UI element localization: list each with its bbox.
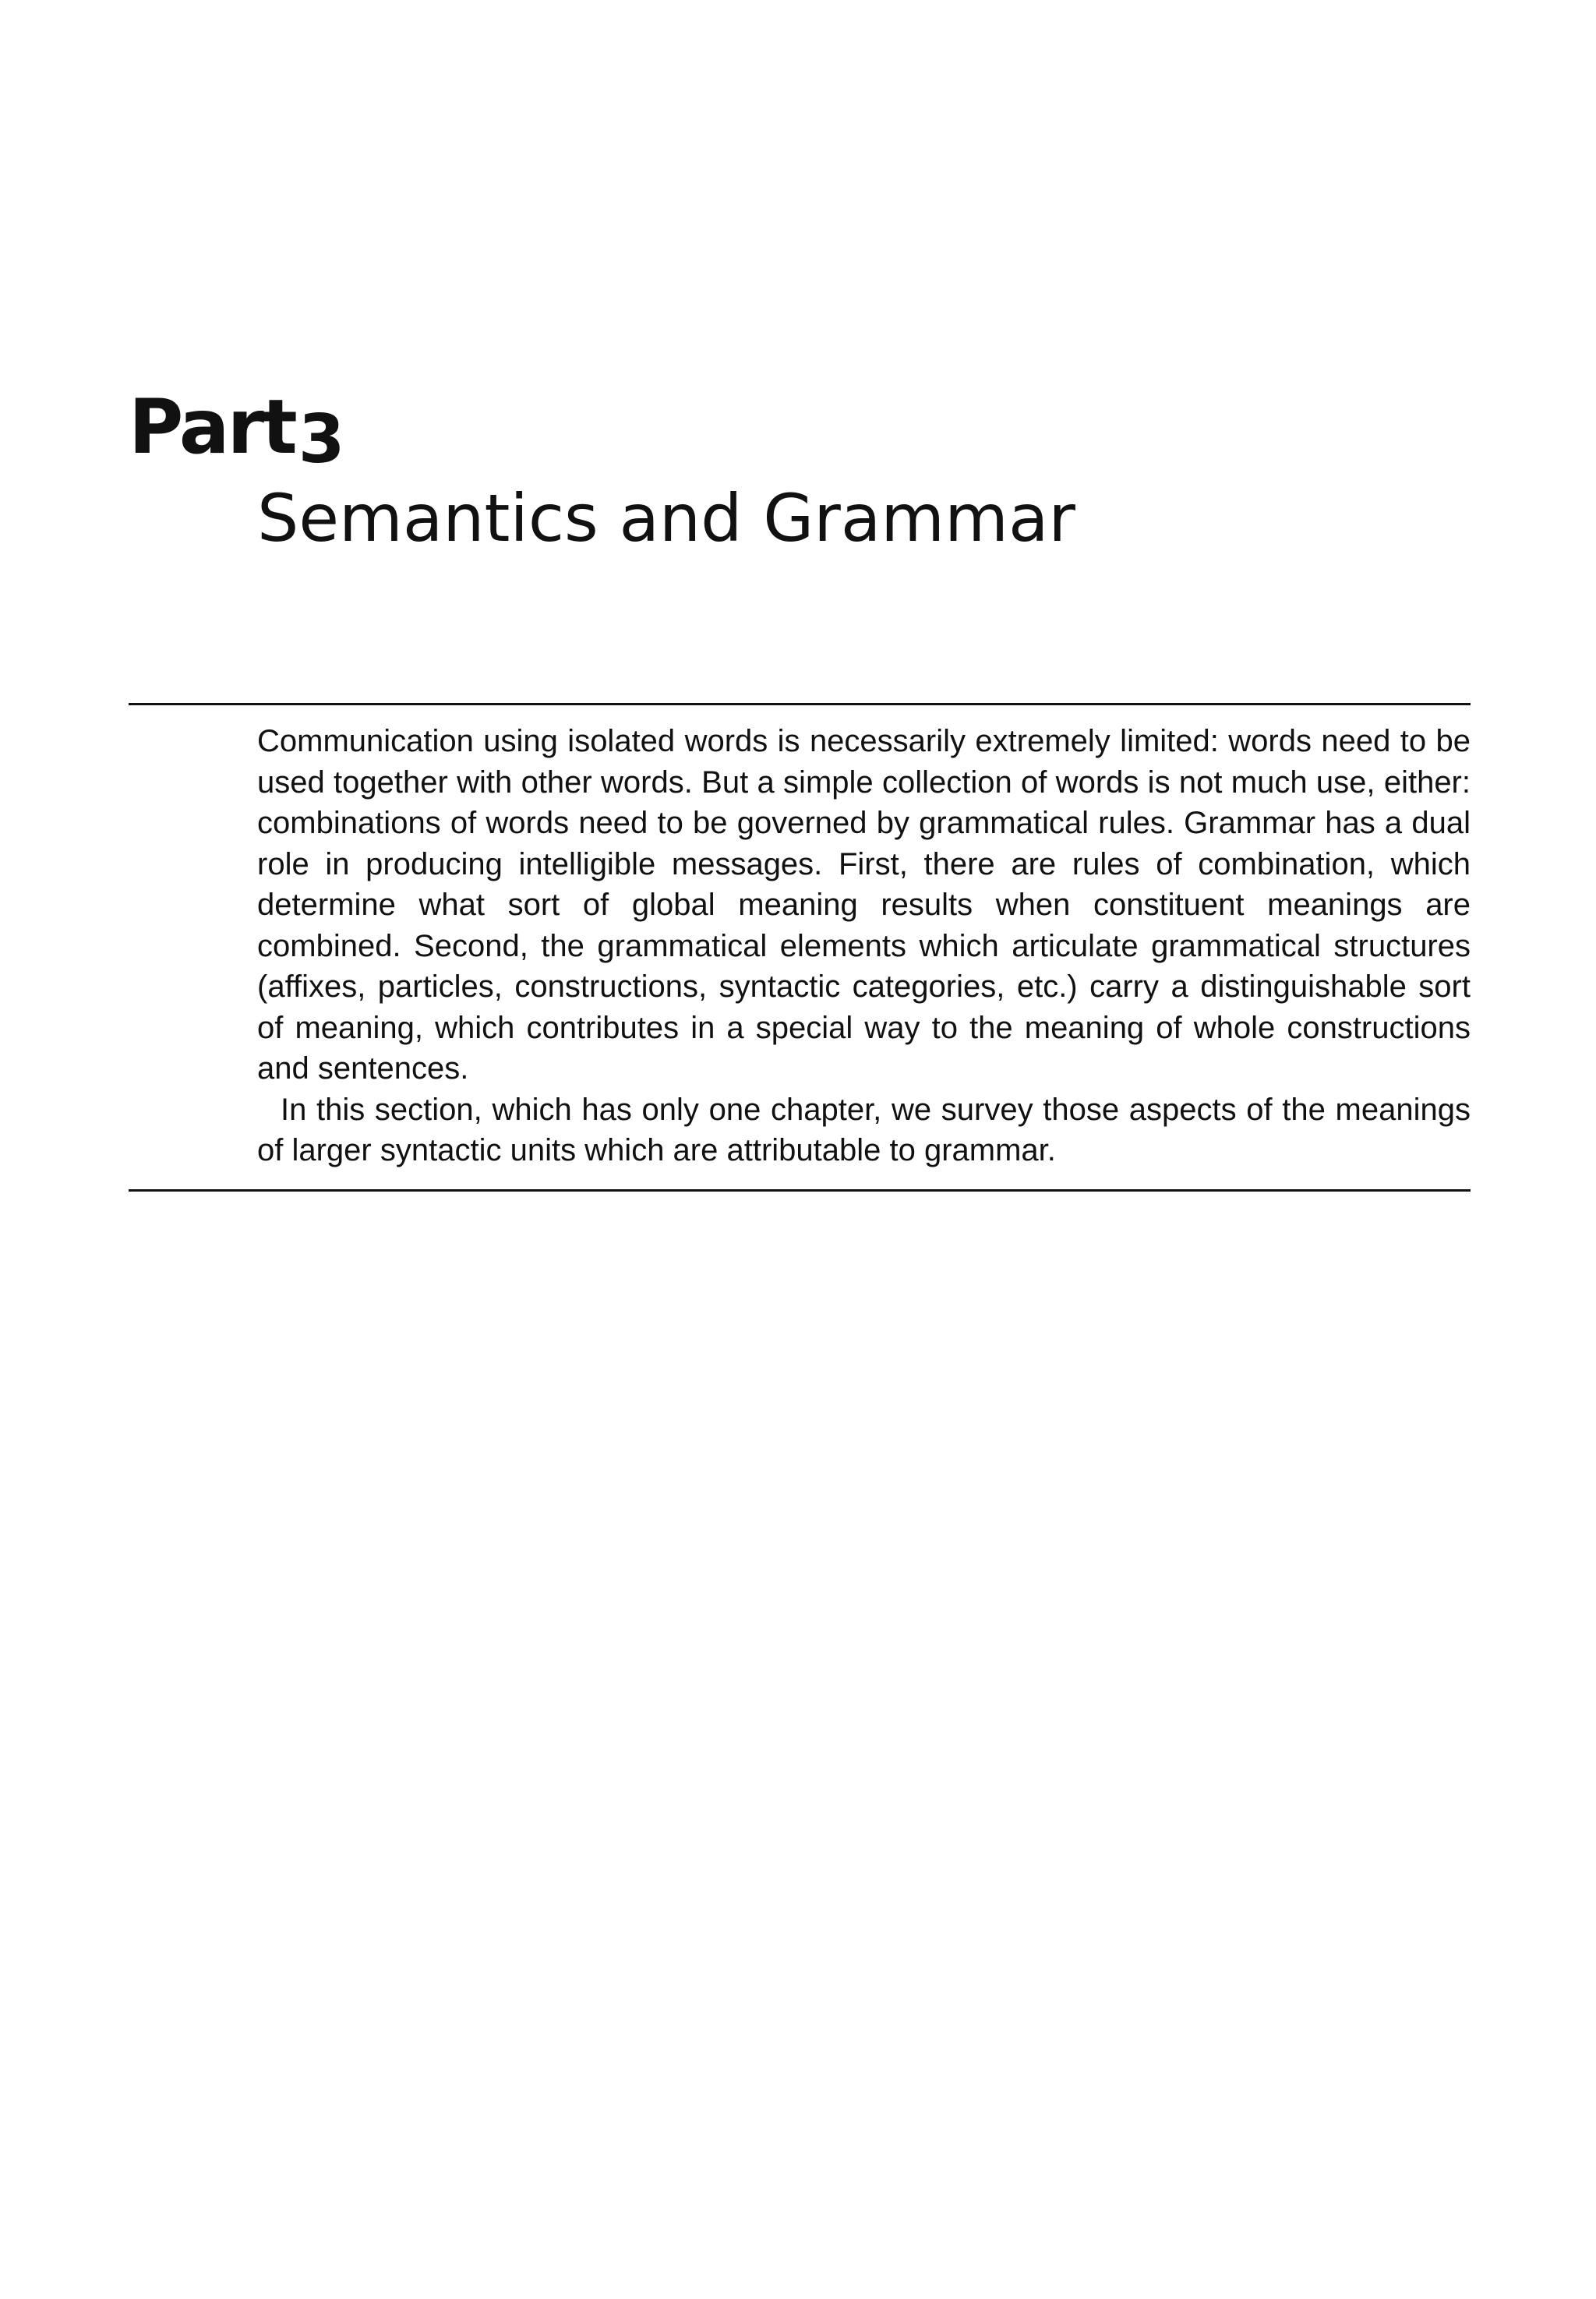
top-divider [129,703,1471,705]
part-label: Part [129,383,295,471]
part-introduction [257,721,1471,1171]
intro-paragraph-2: In this section, which has only one chapter, we survey those aspects of the meanings of larger syntactic units which are attributable to grammar. [257,1092,1471,1167]
part-number: 3 [298,401,343,479]
intro-paragraph-1: Communication using isolated words is necessarily extremely limited: words need to be used together with other words. But a simple collection of words is not much use, either: combinations of words need to be governed by grammatical rules. Grammar has a dual role in producing intelligible messages. First, there are rules of combination, which determine what sort of global meaning results when constituent meanings are combined. Second, the grammatical elements which articulate grammatical structures (affixes, particles, constructions, syntactic categories, etc.) carry a distinguishable sort of meaning, which contributes in a special way to the meaning of whole constructions and sentences. [257,724,1471,1086]
part-title: Semantics and Grammar [257,480,1075,556]
bottom-divider [129,1189,1471,1192]
part-heading [129,380,343,477]
